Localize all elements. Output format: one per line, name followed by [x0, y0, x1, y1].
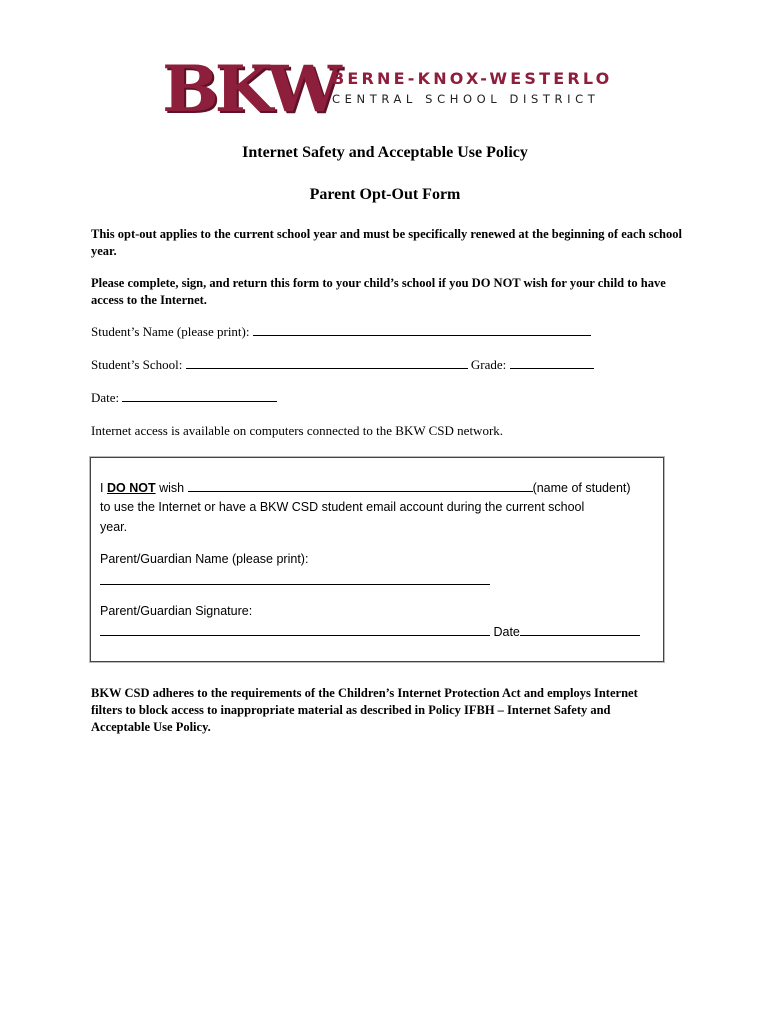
form-title: Parent Opt-Out Form: [309, 186, 461, 203]
student-school-field[interactable]: [186, 357, 468, 369]
opt-out-statement-line-3: year.: [100, 520, 128, 534]
student-name-field[interactable]: [253, 324, 591, 336]
date-label: Date:: [91, 390, 120, 405]
intro-paragraph-1: This opt-out applies to the current school year and must be specifically renewed at the beginning of each school year.: [91, 227, 682, 258]
district-name: BERNE-KNOX-WESTERLO: [332, 69, 613, 88]
logo-mark: BKW: [162, 52, 338, 127]
date-field[interactable]: [122, 390, 277, 402]
cipa-statement: BKW CSD adheres to the requirements of the Children’s Internet Protection Act and employs Internet filters to block access to inappropriate material as described in Policy IFBH – Internet Safety and Acceptable Use Policy.: [91, 686, 638, 734]
student-school-label: Student’s School:: [91, 357, 183, 372]
intro-paragraph-2: Please complete, sign, and return this form to your child’s school if you DO NOT wish for your child to have access to the Internet.: [91, 276, 666, 307]
opt-out-statement-line-2: to use the Internet or have a BKW CSD student email account during the current school: [100, 500, 585, 514]
date-row: [91, 390, 277, 406]
signature-date-label: Date: [493, 625, 520, 639]
grade-field[interactable]: [510, 357, 594, 369]
network-note: Internet access is available on computers connected to the BKW CSD network.: [91, 423, 504, 438]
statement-wish: wish: [159, 481, 185, 495]
guardian-name-row: [100, 573, 490, 588]
opt-out-statement-line-1: [100, 480, 631, 495]
guardian-signature-label: Parent/Guardian Signature:: [100, 604, 253, 618]
statement-i: I: [100, 481, 104, 495]
guardian-signature-row: [100, 624, 640, 639]
guardian-signature-field[interactable]: [100, 624, 490, 636]
grade-label: Grade:: [470, 357, 507, 372]
student-name-label: Student’s Name (please print):: [91, 324, 250, 339]
student-name-row: [91, 324, 591, 340]
signature-date-field[interactable]: [520, 624, 640, 636]
guardian-name-field[interactable]: [100, 573, 490, 585]
guardian-name-label: Parent/Guardian Name (please print):: [100, 552, 309, 566]
opt-out-student-name-field[interactable]: [188, 480, 533, 492]
district-subtitle: CENTRAL SCHOOL DISTRICT: [332, 92, 600, 106]
name-of-student-hint: (name of student): [532, 481, 631, 495]
opt-out-box: [90, 457, 664, 662]
district-logo: [162, 52, 613, 128]
student-school-row: [91, 357, 594, 373]
do-not-emphasis: DO NOT: [106, 481, 156, 495]
policy-title: Internet Safety and Acceptable Use Policy: [242, 144, 528, 161]
